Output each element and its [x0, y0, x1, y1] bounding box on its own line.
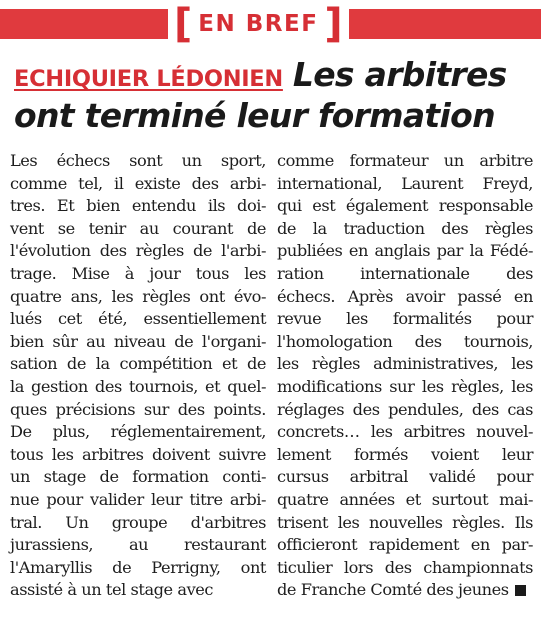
article-line-text: l'homologation des tournois, — [277, 331, 533, 351]
article-line-text: tres. Et bien entendu ils doi- — [10, 196, 266, 216]
article-line — [10, 399, 266, 422]
article-line — [10, 376, 266, 399]
article-line — [277, 173, 533, 196]
article-line — [10, 240, 266, 263]
article-column-right — [277, 150, 533, 602]
article-line-text: de Franche Comté des jeunes — [277, 580, 509, 600]
article-line-text: échecs. Après avoir passé en — [277, 286, 533, 306]
headline-overline: ECHIQUIER LÉDONIEN — [14, 66, 283, 92]
article-line — [277, 331, 533, 354]
article-line-text: nue pour valider leur titre arbi- — [10, 489, 266, 509]
article-line-text: bien sûr au niveau de l'organi- — [10, 331, 266, 351]
article-line-text: un stage de formation conti- — [10, 467, 266, 487]
article-line-text: de la traduction des règles — [277, 218, 533, 238]
article-line-text: officieront rapidement en par- — [277, 535, 533, 555]
article-line-text: l'évolution des règles de l'arbi- — [10, 241, 266, 261]
article-line-text: lement formés voient leur — [277, 444, 533, 464]
section-kicker — [168, 0, 349, 48]
article-line-text: jurassiens, au restaurant — [10, 535, 266, 555]
end-of-article-square-icon — [515, 585, 526, 596]
article-line-text: ticulier lors des championnats — [277, 557, 533, 577]
article-line — [10, 489, 266, 512]
article-line-text: l'Amaryllis de Perrigny, ont — [10, 557, 266, 577]
article-line — [10, 286, 266, 309]
article-line — [10, 534, 266, 557]
headline-title-line-2: ont terminé leur formation — [14, 96, 495, 135]
article-line-text: vent se tenir au courant de — [10, 218, 266, 238]
article-line — [10, 173, 266, 196]
article-line-text: les règles administratives, les — [277, 354, 533, 374]
article-line — [277, 150, 533, 173]
article-line-text: publiées en anglais par la Fédé- — [277, 241, 533, 261]
article-line-text: comme tel, il existe des arbi- — [10, 173, 266, 193]
article-line-text: De plus, réglementairement, — [10, 422, 266, 442]
article-line — [10, 557, 266, 580]
article-line — [277, 421, 533, 444]
article-line-text: concrets… les arbitres nouvel- — [277, 422, 533, 442]
article-line — [10, 579, 266, 602]
article-line-text: trage. Mise à jour tous les — [10, 263, 266, 283]
article-line-text: tous les arbitres doivent suivre — [10, 444, 266, 464]
article-line — [10, 466, 266, 489]
article-line — [277, 195, 533, 218]
article-line — [277, 466, 533, 489]
article-line — [10, 353, 266, 376]
kicker-open-bracket: [ — [174, 1, 193, 47]
article-line-text: ration internationale des — [277, 263, 533, 283]
article-line-text: sation de la compétition et de — [10, 354, 266, 374]
article-line-text: quatre ans, les règles ont évo- — [10, 286, 266, 306]
article-line — [277, 512, 533, 535]
article-line — [277, 489, 533, 512]
article-line-text: revue les formalités pour — [277, 309, 533, 329]
article-line — [277, 286, 533, 309]
article-column-left — [10, 150, 266, 602]
headline-title-line-1: Les arbitres — [292, 55, 507, 94]
article-line-text: quatre années et surtout mai- — [277, 489, 533, 509]
article-line-text: lués cet été, essentiellement — [10, 309, 266, 329]
article-line-text: réglages des pendules, des cas — [277, 399, 533, 419]
article-line-text: trisent les nouvelles règles. Ils — [277, 512, 533, 532]
article-line — [277, 376, 533, 399]
article-line — [277, 263, 533, 286]
article-line — [277, 399, 533, 422]
banner-band-left — [0, 9, 168, 39]
headline-line-1 — [14, 55, 534, 94]
article-line — [10, 218, 266, 241]
article-line — [10, 512, 266, 535]
article-line — [277, 353, 533, 376]
article-line — [10, 421, 266, 444]
article-line — [277, 240, 533, 263]
article-line-text: assisté à un tel stage avec — [10, 580, 214, 600]
article-line-text: ques précisions sur des points. — [10, 399, 266, 419]
article-line — [277, 534, 533, 557]
banner-band-right — [349, 9, 541, 39]
article-line — [10, 444, 266, 467]
section-banner — [0, 0, 541, 48]
article-line-text: la gestion des tournois, et quel- — [10, 376, 266, 396]
article-line-text: qui est également responsable — [277, 196, 533, 216]
article-line-text: tral. Un groupe d'arbitres — [10, 512, 266, 532]
article-line-text: international, Laurent Freyd, — [277, 173, 533, 193]
article-line — [277, 308, 533, 331]
article-line-text: cursus arbitral validé pour — [277, 467, 533, 487]
article-line — [10, 195, 266, 218]
article-line — [10, 263, 266, 286]
article-line — [277, 444, 533, 467]
article-line — [10, 308, 266, 331]
article-line — [277, 579, 533, 602]
kicker-close-bracket: ] — [324, 1, 343, 47]
article-line — [10, 150, 266, 173]
article-line — [10, 331, 266, 354]
kicker-label: EN BREF — [198, 11, 319, 37]
article-line-text: comme formateur un arbitre — [277, 151, 533, 170]
article-line-text: Les échecs sont un sport, — [10, 151, 266, 170]
article-line — [277, 218, 533, 241]
article-line-text: modifications sur les règles, les — [277, 376, 533, 396]
headline — [14, 55, 534, 135]
article-line — [277, 557, 533, 580]
